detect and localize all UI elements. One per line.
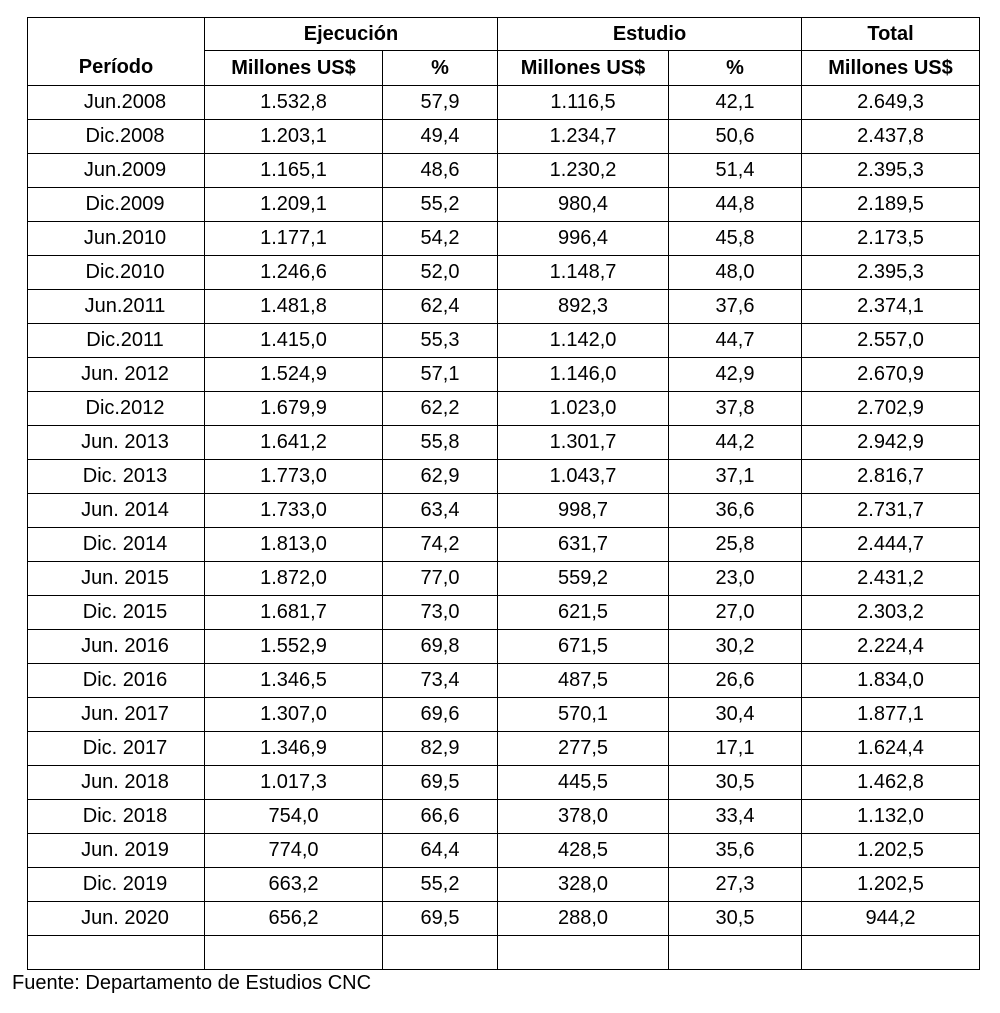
- cell-estudio-millones: 671,5: [498, 630, 669, 664]
- cell-total-millones: 1.202,5: [802, 834, 980, 868]
- cell-total-millones: 2.670,9: [802, 358, 980, 392]
- cell-period: Dic. 2019: [28, 868, 205, 902]
- cell-estudio-pct: 27,0: [669, 596, 802, 630]
- cell-ejecucion-pct: 82,9: [383, 732, 498, 766]
- cell-estudio-pct: 30,4: [669, 698, 802, 732]
- empty-cell: [669, 936, 802, 970]
- table-row: [28, 188, 980, 222]
- cell-estudio-pct: 44,2: [669, 426, 802, 460]
- empty-cell: [383, 936, 498, 970]
- cell-period: Dic. 2016: [28, 664, 205, 698]
- table-row: [28, 664, 980, 698]
- cell-estudio-pct: 50,6: [669, 120, 802, 154]
- cell-ejecucion-pct: 77,0: [383, 562, 498, 596]
- cell-estudio-pct: 48,0: [669, 256, 802, 290]
- table-row: [28, 902, 980, 936]
- cell-ejecucion-millones: 1.165,1: [205, 154, 383, 188]
- cell-ejecucion-millones: 1.415,0: [205, 324, 383, 358]
- cell-ejecucion-millones: 1.177,1: [205, 222, 383, 256]
- cell-period: Jun. 2014: [28, 494, 205, 528]
- cell-ejecucion-pct: 69,6: [383, 698, 498, 732]
- table-row: [28, 154, 980, 188]
- cell-estudio-pct: 42,9: [669, 358, 802, 392]
- cell-period: Jun. 2017: [28, 698, 205, 732]
- cell-period: Jun.2008: [28, 86, 205, 120]
- cell-period: Jun. 2018: [28, 766, 205, 800]
- cell-estudio-pct: 44,8: [669, 188, 802, 222]
- cell-estudio-pct: 36,6: [669, 494, 802, 528]
- table-row: [28, 222, 980, 256]
- cell-period: Dic.2012: [28, 392, 205, 426]
- cell-ejecucion-millones: 1.552,9: [205, 630, 383, 664]
- cell-estudio-millones: 570,1: [498, 698, 669, 732]
- cell-period: Dic. 2013: [28, 460, 205, 494]
- cell-estudio-millones: 1.043,7: [498, 460, 669, 494]
- table-row: [28, 460, 980, 494]
- cell-estudio-millones: 1.234,7: [498, 120, 669, 154]
- table-row: [28, 426, 980, 460]
- header-period: Período: [28, 51, 205, 86]
- cell-ejecucion-pct: 49,4: [383, 120, 498, 154]
- table-row: [28, 324, 980, 358]
- cell-estudio-pct: 35,6: [669, 834, 802, 868]
- table-row: [28, 120, 980, 154]
- cell-period: Jun. 2015: [28, 562, 205, 596]
- cell-estudio-millones: 288,0: [498, 902, 669, 936]
- table-row: [28, 256, 980, 290]
- cell-period: Dic. 2018: [28, 800, 205, 834]
- cell-ejecucion-pct: 55,2: [383, 868, 498, 902]
- cell-period: Dic. 2015: [28, 596, 205, 630]
- cell-estudio-pct: 45,8: [669, 222, 802, 256]
- table-row: [28, 766, 980, 800]
- data-table: [27, 17, 980, 970]
- cell-estudio-millones: 1.230,2: [498, 154, 669, 188]
- table-row: [28, 392, 980, 426]
- cell-period: Jun. 2016: [28, 630, 205, 664]
- cell-ejecucion-pct: 62,2: [383, 392, 498, 426]
- cell-ejecucion-millones: 1.346,5: [205, 664, 383, 698]
- cell-ejecucion-millones: 1.813,0: [205, 528, 383, 562]
- cell-total-millones: 2.557,0: [802, 324, 980, 358]
- cell-ejecucion-pct: 54,2: [383, 222, 498, 256]
- cell-estudio-pct: 37,6: [669, 290, 802, 324]
- cell-estudio-millones: 1.146,0: [498, 358, 669, 392]
- header-row-units: [28, 51, 980, 86]
- cell-ejecucion-millones: 656,2: [205, 902, 383, 936]
- header-total-millones: Millones US$: [802, 51, 980, 86]
- empty-cell: [802, 936, 980, 970]
- table-row: [28, 596, 980, 630]
- cell-ejecucion-pct: 64,4: [383, 834, 498, 868]
- cell-estudio-millones: 559,2: [498, 562, 669, 596]
- cell-estudio-millones: 445,5: [498, 766, 669, 800]
- cell-ejecucion-millones: 663,2: [205, 868, 383, 902]
- cell-period: Jun.2010: [28, 222, 205, 256]
- cell-total-millones: 2.649,3: [802, 86, 980, 120]
- header-ejecucion: Ejecución: [205, 18, 498, 51]
- cell-estudio-millones: 1.142,0: [498, 324, 669, 358]
- cell-period: Dic.2011: [28, 324, 205, 358]
- cell-ejecucion-pct: 69,5: [383, 902, 498, 936]
- cell-ejecucion-millones: 774,0: [205, 834, 383, 868]
- cell-total-millones: 2.444,7: [802, 528, 980, 562]
- data-table-container: [27, 17, 980, 970]
- table-row: [28, 800, 980, 834]
- cell-estudio-pct: 17,1: [669, 732, 802, 766]
- cell-ejecucion-pct: 57,1: [383, 358, 498, 392]
- table-row: [28, 358, 980, 392]
- table-row: [28, 494, 980, 528]
- cell-ejecucion-millones: 1.209,1: [205, 188, 383, 222]
- cell-total-millones: 2.731,7: [802, 494, 980, 528]
- cell-estudio-pct: 37,1: [669, 460, 802, 494]
- cell-ejecucion-millones: 1.733,0: [205, 494, 383, 528]
- cell-period: Dic. 2017: [28, 732, 205, 766]
- cell-ejecucion-millones: 1.346,9: [205, 732, 383, 766]
- header-estudio-pct: %: [669, 51, 802, 86]
- cell-total-millones: 2.395,3: [802, 256, 980, 290]
- cell-period: Dic.2008: [28, 120, 205, 154]
- cell-ejecucion-pct: 55,2: [383, 188, 498, 222]
- cell-estudio-pct: 30,5: [669, 766, 802, 800]
- cell-total-millones: 1.834,0: [802, 664, 980, 698]
- cell-period: Jun. 2012: [28, 358, 205, 392]
- cell-total-millones: 944,2: [802, 902, 980, 936]
- cell-estudio-millones: 428,5: [498, 834, 669, 868]
- cell-ejecucion-pct: 48,6: [383, 154, 498, 188]
- header-estudio: Estudio: [498, 18, 802, 51]
- cell-estudio-pct: 33,4: [669, 800, 802, 834]
- cell-ejecucion-pct: 73,4: [383, 664, 498, 698]
- cell-total-millones: 2.189,5: [802, 188, 980, 222]
- cell-ejecucion-millones: 1.481,8: [205, 290, 383, 324]
- cell-ejecucion-pct: 69,8: [383, 630, 498, 664]
- cell-estudio-pct: 51,4: [669, 154, 802, 188]
- header-ejecucion-pct: %: [383, 51, 498, 86]
- table-body: [28, 86, 980, 970]
- cell-ejecucion-pct: 63,4: [383, 494, 498, 528]
- cell-estudio-millones: 996,4: [498, 222, 669, 256]
- table-row: [28, 834, 980, 868]
- cell-total-millones: 1.462,8: [802, 766, 980, 800]
- cell-ejecucion-pct: 62,9: [383, 460, 498, 494]
- cell-total-millones: 2.374,1: [802, 290, 980, 324]
- cell-ejecucion-millones: 1.679,9: [205, 392, 383, 426]
- cell-ejecucion-millones: 1.872,0: [205, 562, 383, 596]
- cell-estudio-millones: 1.023,0: [498, 392, 669, 426]
- cell-estudio-pct: 44,7: [669, 324, 802, 358]
- table-row: [28, 528, 980, 562]
- cell-estudio-millones: 621,5: [498, 596, 669, 630]
- cell-total-millones: 1.132,0: [802, 800, 980, 834]
- cell-ejecucion-pct: 55,3: [383, 324, 498, 358]
- empty-cell: [498, 936, 669, 970]
- header-total: Total: [802, 18, 980, 51]
- table-row: [28, 562, 980, 596]
- cell-ejecucion-millones: 1.203,1: [205, 120, 383, 154]
- cell-estudio-pct: 37,8: [669, 392, 802, 426]
- cell-estudio-pct: 26,6: [669, 664, 802, 698]
- cell-period: Jun.2011: [28, 290, 205, 324]
- cell-total-millones: 2.395,3: [802, 154, 980, 188]
- cell-estudio-millones: 1.148,7: [498, 256, 669, 290]
- cell-period: Dic. 2014: [28, 528, 205, 562]
- cell-ejecucion-millones: 1.307,0: [205, 698, 383, 732]
- cell-ejecucion-pct: 73,0: [383, 596, 498, 630]
- cell-period: Dic.2009: [28, 188, 205, 222]
- cell-total-millones: 2.431,2: [802, 562, 980, 596]
- cell-estudio-millones: 631,7: [498, 528, 669, 562]
- cell-estudio-pct: 42,1: [669, 86, 802, 120]
- cell-estudio-pct: 23,0: [669, 562, 802, 596]
- cell-ejecucion-millones: 1.246,6: [205, 256, 383, 290]
- cell-estudio-millones: 998,7: [498, 494, 669, 528]
- cell-ejecucion-millones: 1.641,2: [205, 426, 383, 460]
- table-row: [28, 732, 980, 766]
- cell-total-millones: 2.437,8: [802, 120, 980, 154]
- cell-estudio-millones: 892,3: [498, 290, 669, 324]
- cell-period: Jun. 2020: [28, 902, 205, 936]
- empty-cell: [28, 936, 205, 970]
- cell-estudio-millones: 277,5: [498, 732, 669, 766]
- cell-total-millones: 2.702,9: [802, 392, 980, 426]
- header-estudio-millones: Millones US$: [498, 51, 669, 86]
- cell-total-millones: 1.202,5: [802, 868, 980, 902]
- table-row: [28, 630, 980, 664]
- cell-ejecucion-pct: 74,2: [383, 528, 498, 562]
- cell-ejecucion-millones: 1.017,3: [205, 766, 383, 800]
- cell-estudio-millones: 328,0: [498, 868, 669, 902]
- cell-estudio-pct: 30,5: [669, 902, 802, 936]
- header-ejecucion-millones: Millones US$: [205, 51, 383, 86]
- cell-ejecucion-millones: 1.524,9: [205, 358, 383, 392]
- source-note: Fuente: Departamento de Estudios CNC: [12, 972, 372, 994]
- cell-estudio-millones: 980,4: [498, 188, 669, 222]
- cell-ejecucion-pct: 57,9: [383, 86, 498, 120]
- cell-total-millones: 1.624,4: [802, 732, 980, 766]
- cell-ejecucion-millones: 1.532,8: [205, 86, 383, 120]
- table-row-empty: [28, 936, 980, 970]
- table-row: [28, 868, 980, 902]
- cell-ejecucion-pct: 69,5: [383, 766, 498, 800]
- cell-period: Dic.2010: [28, 256, 205, 290]
- cell-ejecucion-millones: 1.681,7: [205, 596, 383, 630]
- cell-ejecucion-millones: 754,0: [205, 800, 383, 834]
- header-period-spacer: [28, 18, 205, 51]
- cell-total-millones: 2.303,2: [802, 596, 980, 630]
- cell-estudio-millones: 1.116,5: [498, 86, 669, 120]
- cell-total-millones: 1.877,1: [802, 698, 980, 732]
- cell-ejecucion-pct: 66,6: [383, 800, 498, 834]
- cell-ejecucion-pct: 62,4: [383, 290, 498, 324]
- cell-ejecucion-millones: 1.773,0: [205, 460, 383, 494]
- cell-ejecucion-pct: 52,0: [383, 256, 498, 290]
- empty-cell: [205, 936, 383, 970]
- table-header: [28, 18, 980, 86]
- cell-estudio-pct: 25,8: [669, 528, 802, 562]
- cell-total-millones: 2.942,9: [802, 426, 980, 460]
- cell-estudio-millones: 487,5: [498, 664, 669, 698]
- table-row: [28, 698, 980, 732]
- cell-total-millones: 2.224,4: [802, 630, 980, 664]
- cell-total-millones: 2.816,7: [802, 460, 980, 494]
- cell-estudio-millones: 378,0: [498, 800, 669, 834]
- table-row: [28, 86, 980, 120]
- cell-estudio-pct: 30,2: [669, 630, 802, 664]
- cell-estudio-millones: 1.301,7: [498, 426, 669, 460]
- cell-period: Jun. 2013: [28, 426, 205, 460]
- cell-ejecucion-pct: 55,8: [383, 426, 498, 460]
- cell-total-millones: 2.173,5: [802, 222, 980, 256]
- table-row: [28, 290, 980, 324]
- cell-period: Jun.2009: [28, 154, 205, 188]
- cell-period: Jun. 2019: [28, 834, 205, 868]
- header-row-groups: [28, 18, 980, 51]
- cell-estudio-pct: 27,3: [669, 868, 802, 902]
